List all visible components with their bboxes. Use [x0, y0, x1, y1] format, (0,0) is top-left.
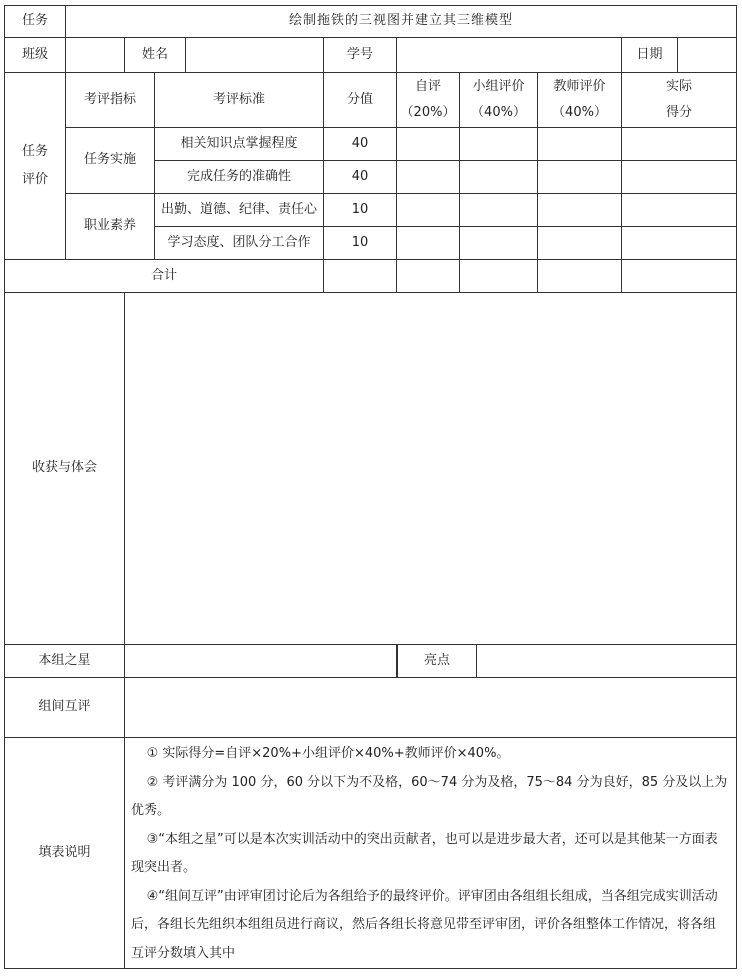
row-score: 40 — [324, 128, 397, 161]
total-score[interactable] — [324, 260, 397, 293]
highlight-label: 亮点 — [398, 645, 477, 677]
name-label: 姓名 — [125, 38, 186, 72]
evaluation-section-text: 任务评价 — [21, 144, 48, 187]
total-group[interactable] — [460, 260, 538, 293]
instruction-item: ① 实际得分=自评×20%+小组评价×40%+教师评价×40%。 — [146, 746, 510, 761]
row-score: 10 — [324, 194, 397, 227]
row-teacher-input[interactable] — [538, 227, 622, 260]
highlight-cell — [397, 645, 737, 678]
row-self-input[interactable] — [397, 227, 460, 260]
header-standard: 考评标准 — [155, 73, 324, 128]
table-row — [5, 128, 737, 161]
row-indicator: 任务实施 — [66, 128, 155, 194]
date-label: 日期 — [622, 38, 678, 73]
star-label: 本组之星 — [5, 645, 125, 678]
row-actual-input[interactable] — [622, 128, 737, 161]
peer-label: 组间互评 — [5, 678, 125, 738]
name-cell — [125, 38, 324, 73]
evaluation-form — [4, 5, 737, 969]
row-self-input[interactable] — [397, 194, 460, 227]
row-standard: 完成任务的准确性 — [155, 161, 324, 194]
row-standard: 相关知识点掌握程度 — [155, 128, 324, 161]
header-indicator: 考评指标 — [66, 73, 155, 128]
row-score: 40 — [324, 161, 397, 194]
total-teacher[interactable] — [538, 260, 622, 293]
row-score: 10 — [324, 227, 397, 260]
star-field[interactable] — [125, 645, 397, 678]
row-self-input[interactable] — [397, 161, 460, 194]
total-label: 合计 — [5, 260, 324, 293]
row-standard: 学习态度、团队分工合作 — [155, 227, 324, 260]
row-indicator: 职业素养 — [66, 194, 155, 260]
table-row — [5, 194, 737, 227]
header-actual: 实际 得分 — [622, 73, 737, 128]
id-field[interactable] — [397, 38, 622, 73]
row-actual-input[interactable] — [622, 227, 737, 260]
highlight-field[interactable] — [477, 645, 737, 677]
peer-field[interactable] — [125, 678, 737, 738]
instructions-text — [125, 738, 737, 969]
total-self[interactable] — [397, 260, 460, 293]
evaluation-section-label — [5, 73, 66, 260]
task-title: 绘制拖铁的三视图并建立其三维模型 — [66, 6, 737, 38]
row-teacher-input[interactable] — [538, 194, 622, 227]
instruction-item: ② 考评满分为 100 分，60 分以下为不及格，60～74 分为及格，75～84 分为良好，85 分及以上为优秀。 — [131, 774, 728, 818]
header-teacher: 教师评价 （40%） — [538, 73, 622, 128]
instruction-item: ④“组间互评”由评审团讨论后为各组给予的最终评价。评审团由各组组长组成，当各组完成实训活动后，各组长先组织本组组员进行商议，然后各组长将意见带至评审团，评价各组整体工作情况，将各组互评分数填入其中 — [131, 888, 718, 961]
row-actual-input[interactable] — [622, 161, 737, 194]
class-label: 班级 — [5, 38, 66, 73]
date-field[interactable] — [678, 38, 737, 73]
total-actual[interactable] — [622, 260, 737, 293]
row-self-input[interactable] — [397, 128, 460, 161]
header-score: 分值 — [324, 73, 397, 128]
row-teacher-input[interactable] — [538, 128, 622, 161]
reflection-field[interactable] — [125, 293, 737, 645]
row-actual-input[interactable] — [622, 194, 737, 227]
row-group-input[interactable] — [460, 194, 538, 227]
task-label: 任务 — [5, 6, 66, 38]
header-self: 自评 （20%） — [397, 73, 460, 128]
instruction-item: ③“本组之星”可以是本次实训活动中的突出贡献者，也可以是进步最大者，还可以是其他某一方面表现突出者。 — [131, 831, 718, 875]
row-group-input[interactable] — [460, 128, 538, 161]
row-group-input[interactable] — [460, 161, 538, 194]
reflection-label: 收获与体会 — [5, 293, 125, 645]
row-teacher-input[interactable] — [538, 161, 622, 194]
row-standard: 出勤、道德、纪律、责任心 — [155, 194, 324, 227]
name-field[interactable] — [186, 38, 324, 72]
instructions-label: 填表说明 — [5, 738, 125, 969]
id-label: 学号 — [324, 38, 397, 73]
row-group-input[interactable] — [460, 227, 538, 260]
class-field[interactable] — [66, 38, 125, 73]
header-group: 小组评价 （40%） — [460, 73, 538, 128]
